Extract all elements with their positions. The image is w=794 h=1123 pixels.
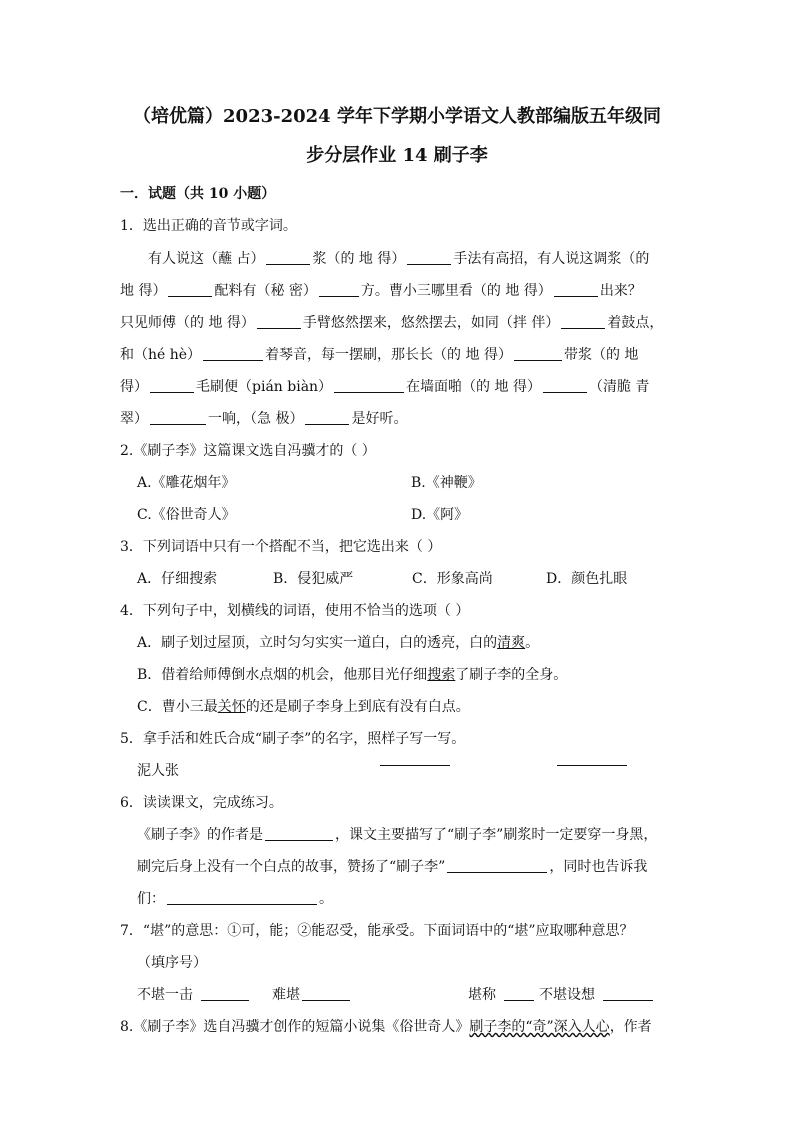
- q3-option-c[interactable]: C．形象高尚: [412, 571, 493, 587]
- doc-title-line1: （培优篇）2023-2024 学年下学期小学语文人教部编版五年级同: [133, 106, 661, 127]
- q3-option-a[interactable]: A．仔细搜索: [137, 571, 218, 587]
- q8-stem: 8.《刷子李》选自冯骥才创作的短篇小说集《俗世奇人》刷子李的“奇”深入人心，作者: [120, 1019, 652, 1035]
- q4-option-b[interactable]: B．借着给师傅倒水点烟的机会，他那目光仔细搜索了刷子李的全身。: [137, 667, 568, 683]
- q2-option-a[interactable]: A.《雕花烟年》: [137, 475, 236, 491]
- q1-line3: 只见师傅（的 地 得） 手臂悠然摆来，悠然摆去，如同（拌 伴） 着鼓点，: [120, 315, 664, 331]
- q6-blank-lesson[interactable]: [167, 890, 317, 905]
- q1-blank14[interactable]: [305, 410, 349, 425]
- q7-blank3[interactable]: [504, 986, 534, 1001]
- q4-option-c[interactable]: C．曹小三最关怀的还是刷子李身上到底有没有白点。: [137, 699, 470, 715]
- q5-example: 泥人张: [137, 763, 179, 779]
- q1-blank12[interactable]: [543, 378, 587, 393]
- q4-stem: 4．下列句子中，划横线的词语，使用不恰当的选项（ ）: [120, 603, 470, 619]
- q1-blank8[interactable]: [203, 346, 263, 361]
- q6-line1: 《刷子李》的作者是 ，课文主要描写了“刷子李”刷浆时一定要穿一身黑，: [137, 827, 658, 843]
- q1-line1: 有人说这（蘸 占） 浆（的 地 得） 手法有高招，有人说这调浆（的: [148, 251, 650, 267]
- q1-blank4[interactable]: [319, 282, 359, 297]
- q1-line2: 地 得） 配料有（秘 密） 方。曹小三哪里看（的 地 得） 出来？: [120, 283, 642, 299]
- q1-line4: 和（hé hè） 着琴音，每一摆刷，那长长（的 地 得） 带浆（的 地: [120, 347, 639, 363]
- q6-stem: 6．读读课文，完成练习。: [120, 795, 283, 811]
- q3-stem: 3．下列词语中只有一个搭配不当，把它选出来（ ）: [120, 539, 442, 555]
- q7-word3: 堪称: [468, 985, 536, 1005]
- q1-blank13[interactable]: [150, 410, 206, 425]
- q2-option-c[interactable]: C.《俗世奇人》: [137, 507, 236, 523]
- q3-option-b[interactable]: B．侵犯威严: [273, 571, 354, 587]
- q1-blank5[interactable]: [554, 282, 598, 297]
- q2-option-d[interactable]: D.《阿》: [411, 507, 469, 523]
- q7-stem: 7．“堪”的意思：①可，能；②能忍受，能承受。下面词语中的“堪”应取哪种意思？: [120, 923, 634, 939]
- q6-line2: 刷完后身上没有一个白点的故事，赞扬了“刷子李” ，同时也告诉我: [137, 859, 648, 875]
- q7-blank4[interactable]: [603, 986, 653, 1001]
- q5-stem: 5．拿手活和姓氏合成“刷子李”的名字，照样子写一写。: [120, 731, 466, 747]
- q7-blank2[interactable]: [302, 986, 350, 1001]
- q7-word2: 难堪: [272, 985, 352, 1005]
- q5-blank1[interactable]: [380, 765, 450, 766]
- q2-stem: 2.《刷子李》这篇课文选自冯骥才的（ ）: [120, 443, 376, 459]
- q7-word1: 不堪一击: [137, 985, 251, 1005]
- q1-blank10[interactable]: [150, 378, 194, 393]
- q1-line6: 翠） 一响，（急 极） 是好听。: [120, 411, 408, 427]
- q1-line5: 得） 毛刷便（pián biàn） 在墙面啪（的 地 得） （清脆 青: [120, 379, 650, 395]
- q2-option-b[interactable]: B.《神鞭》: [411, 475, 482, 491]
- q7-blank1[interactable]: [201, 986, 249, 1001]
- q3-option-d[interactable]: D．颜色扎眼: [546, 571, 628, 587]
- doc-title-line2: 步分层作业 14 刷子李: [306, 145, 488, 166]
- q1-blank2[interactable]: [407, 250, 451, 265]
- q1-blank9[interactable]: [514, 346, 562, 361]
- q5-blank2[interactable]: [557, 765, 627, 766]
- section-heading: 一．试题（共 10 小题）: [120, 186, 276, 202]
- q7-word4: 不堪设想: [539, 985, 655, 1005]
- q6-blank-praise[interactable]: [447, 858, 547, 873]
- q1-blank7[interactable]: [561, 314, 605, 329]
- q6-blank-author[interactable]: [265, 826, 333, 841]
- q6-line3: 们： 。: [137, 891, 333, 907]
- q1-blank3[interactable]: [168, 282, 212, 297]
- q1-blank1[interactable]: [266, 250, 310, 265]
- q1-blank6[interactable]: [257, 314, 301, 329]
- q1-blank11[interactable]: [334, 378, 404, 393]
- q4-option-a[interactable]: A．刷子划过屋顶，立时匀匀实实一道白，白的透亮，白的清爽。: [137, 635, 540, 651]
- q1-stem: 1．选出正确的音节或字词。: [120, 218, 297, 234]
- q7-note: （填序号）: [137, 955, 207, 971]
